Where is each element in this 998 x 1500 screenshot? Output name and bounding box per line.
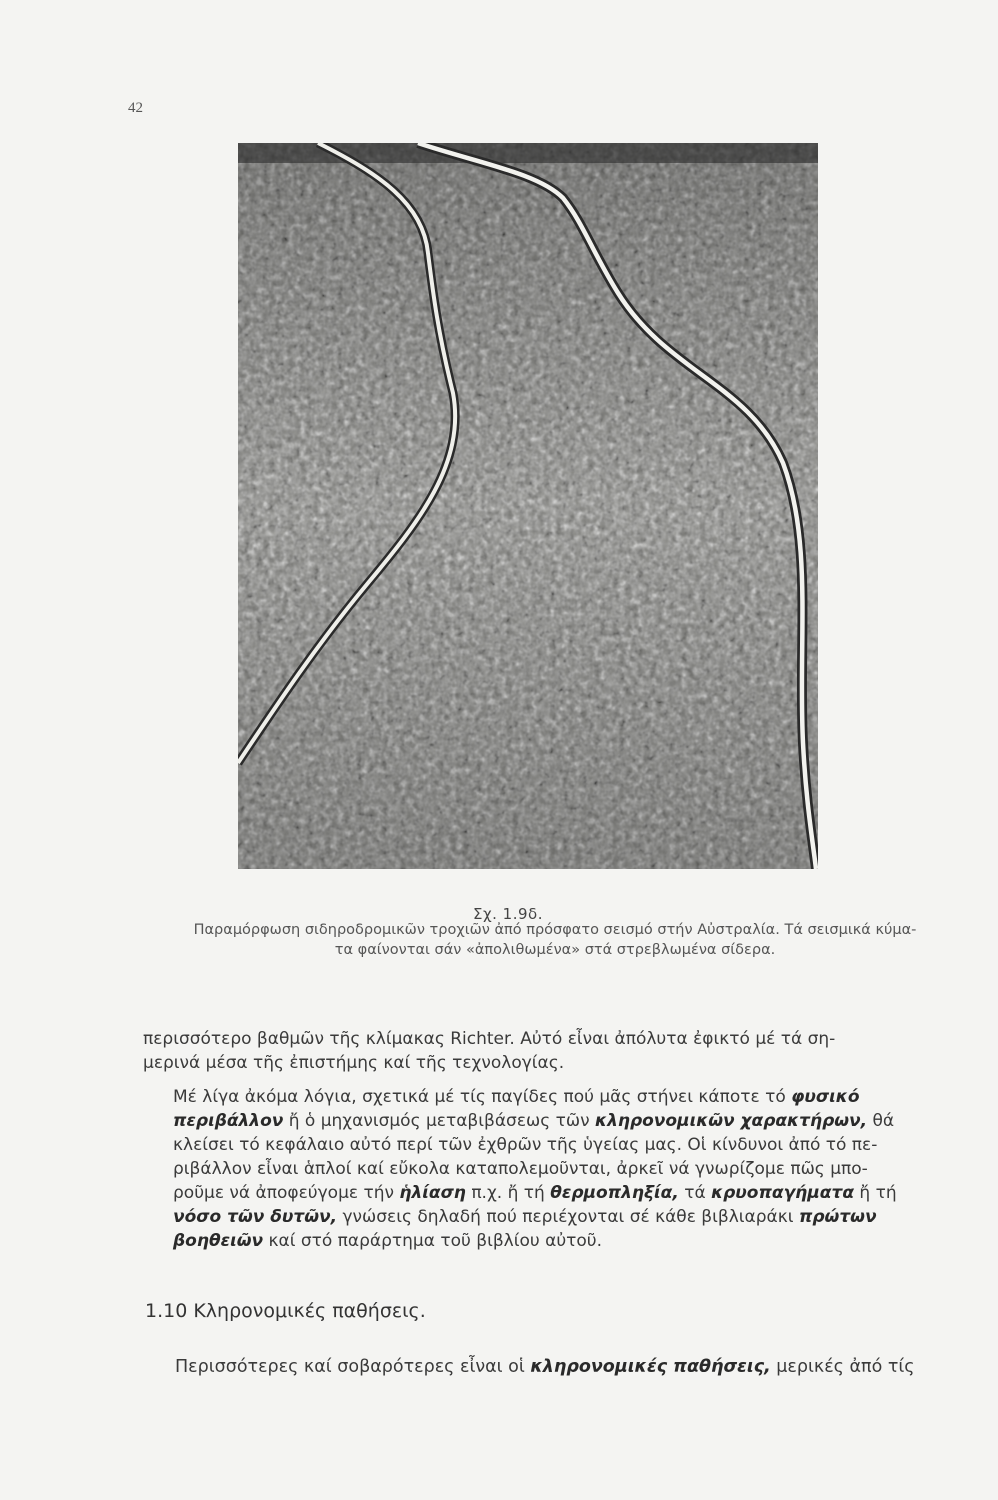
- deformed-rails-photo: [238, 143, 818, 869]
- paragraph-2-line-7: [143, 1229, 958, 1253]
- paragraph-2-line-2: [143, 1109, 958, 1133]
- text-run: θά: [867, 1111, 895, 1131]
- emphasis-term: φυσικό: [791, 1087, 860, 1107]
- emphasis-term: βοηθειῶν: [173, 1231, 264, 1251]
- emphasis-term: κρυοπαγήματα: [711, 1183, 854, 1203]
- paragraph-3: [143, 1355, 958, 1379]
- paragraph-2-line-5: [143, 1181, 958, 1205]
- paragraph-2-line-3: κλείσει τό κεφάλαιο αὐτό περί τῶν ἐχθρῶν τῆς ὑγείας μας. Οἱ κίνδυνοι ἀπό τό πε-: [173, 1135, 878, 1155]
- emphasis-term: κληρονομικές παθήσεις,: [530, 1357, 771, 1377]
- paragraph-2-line-6: [143, 1205, 958, 1229]
- emphasis-term: κληρονομικῶν χαρακτήρων,: [595, 1111, 868, 1131]
- paragraph-1-line-2: μερινά μέσα τῆς ἐπιστήμης καί τῆς τεχνολογίας.: [143, 1053, 565, 1073]
- text-run: Περισσότερες καί σοβαρότερες εἶναι οἱ: [175, 1357, 531, 1377]
- caption-line-1: Παραμόρφωση σιδηροδρομικῶν τροχιῶν ἀπό πρόσφατο σεισμό στήν Αὐστραλία. Τά σεισμικά κύμα-: [193, 922, 917, 938]
- paragraph-1-line-1: περισσότερο βαθμῶν τῆς κλίμακας Richter. Αὐτό εἶναι ἀπόλυτα ἐφικτό μέ τά ση-: [143, 1029, 836, 1049]
- section-heading: 1.10 Κληρονομικές παθήσεις.: [145, 1300, 426, 1322]
- text-run: π.χ. ἤ τή: [465, 1183, 551, 1203]
- page-number: 42: [128, 100, 143, 116]
- text-run: Μέ λίγα ἀκόμα λόγια, σχετικά μέ τίς παγίδες πού μᾶς στήνει κάποτε τό: [173, 1087, 792, 1107]
- paragraph-2-line-1: [143, 1085, 958, 1109]
- emphasis-term: πρώτων: [798, 1207, 877, 1227]
- caption-line-2: τα φαίνονται σάν «ἀπολιθωμένα» στά στρεβλωμένα σίδερα.: [334, 942, 776, 958]
- text-run: τά: [678, 1183, 712, 1203]
- emphasis-term: ἡλίαση: [399, 1183, 466, 1203]
- railway-photo: [238, 143, 818, 869]
- emphasis-term: θερμοπληξία,: [550, 1183, 679, 1203]
- paragraph-1: [143, 1027, 958, 1075]
- paragraph-2-line-4: ριβάλλον εἶναι ἁπλοί καί εὔκολα καταπολεμοῦνται, ἀρκεῖ νά γνωρίζομε πῶς μπο-: [173, 1159, 868, 1179]
- text-run: ἤ τή: [854, 1183, 897, 1203]
- text-run: καί στό παράρτημα τοῦ βιβλίου αὐτοῦ.: [263, 1231, 603, 1251]
- emphasis-term: νόσο τῶν δυτῶν,: [173, 1207, 338, 1227]
- text-run: ἤ ὁ μηχανισμός μεταβιβάσεως τῶν: [283, 1111, 596, 1131]
- text-run: γνώσεις δηλαδή πού περιέχονται σέ κάθε βιβλιαράκι: [337, 1207, 799, 1227]
- text-run: ροῦμε νά ἀποφεύγομε τήν: [173, 1183, 400, 1203]
- figure-label: Σχ. 1.9δ.: [473, 905, 543, 923]
- emphasis-term: περιβάλλον: [173, 1111, 284, 1131]
- paragraph-2: [143, 1085, 958, 1253]
- figure-caption: [140, 920, 970, 960]
- text-run: μερικές ἀπό τίς: [770, 1357, 915, 1377]
- paragraph-3-line-1: [143, 1355, 958, 1379]
